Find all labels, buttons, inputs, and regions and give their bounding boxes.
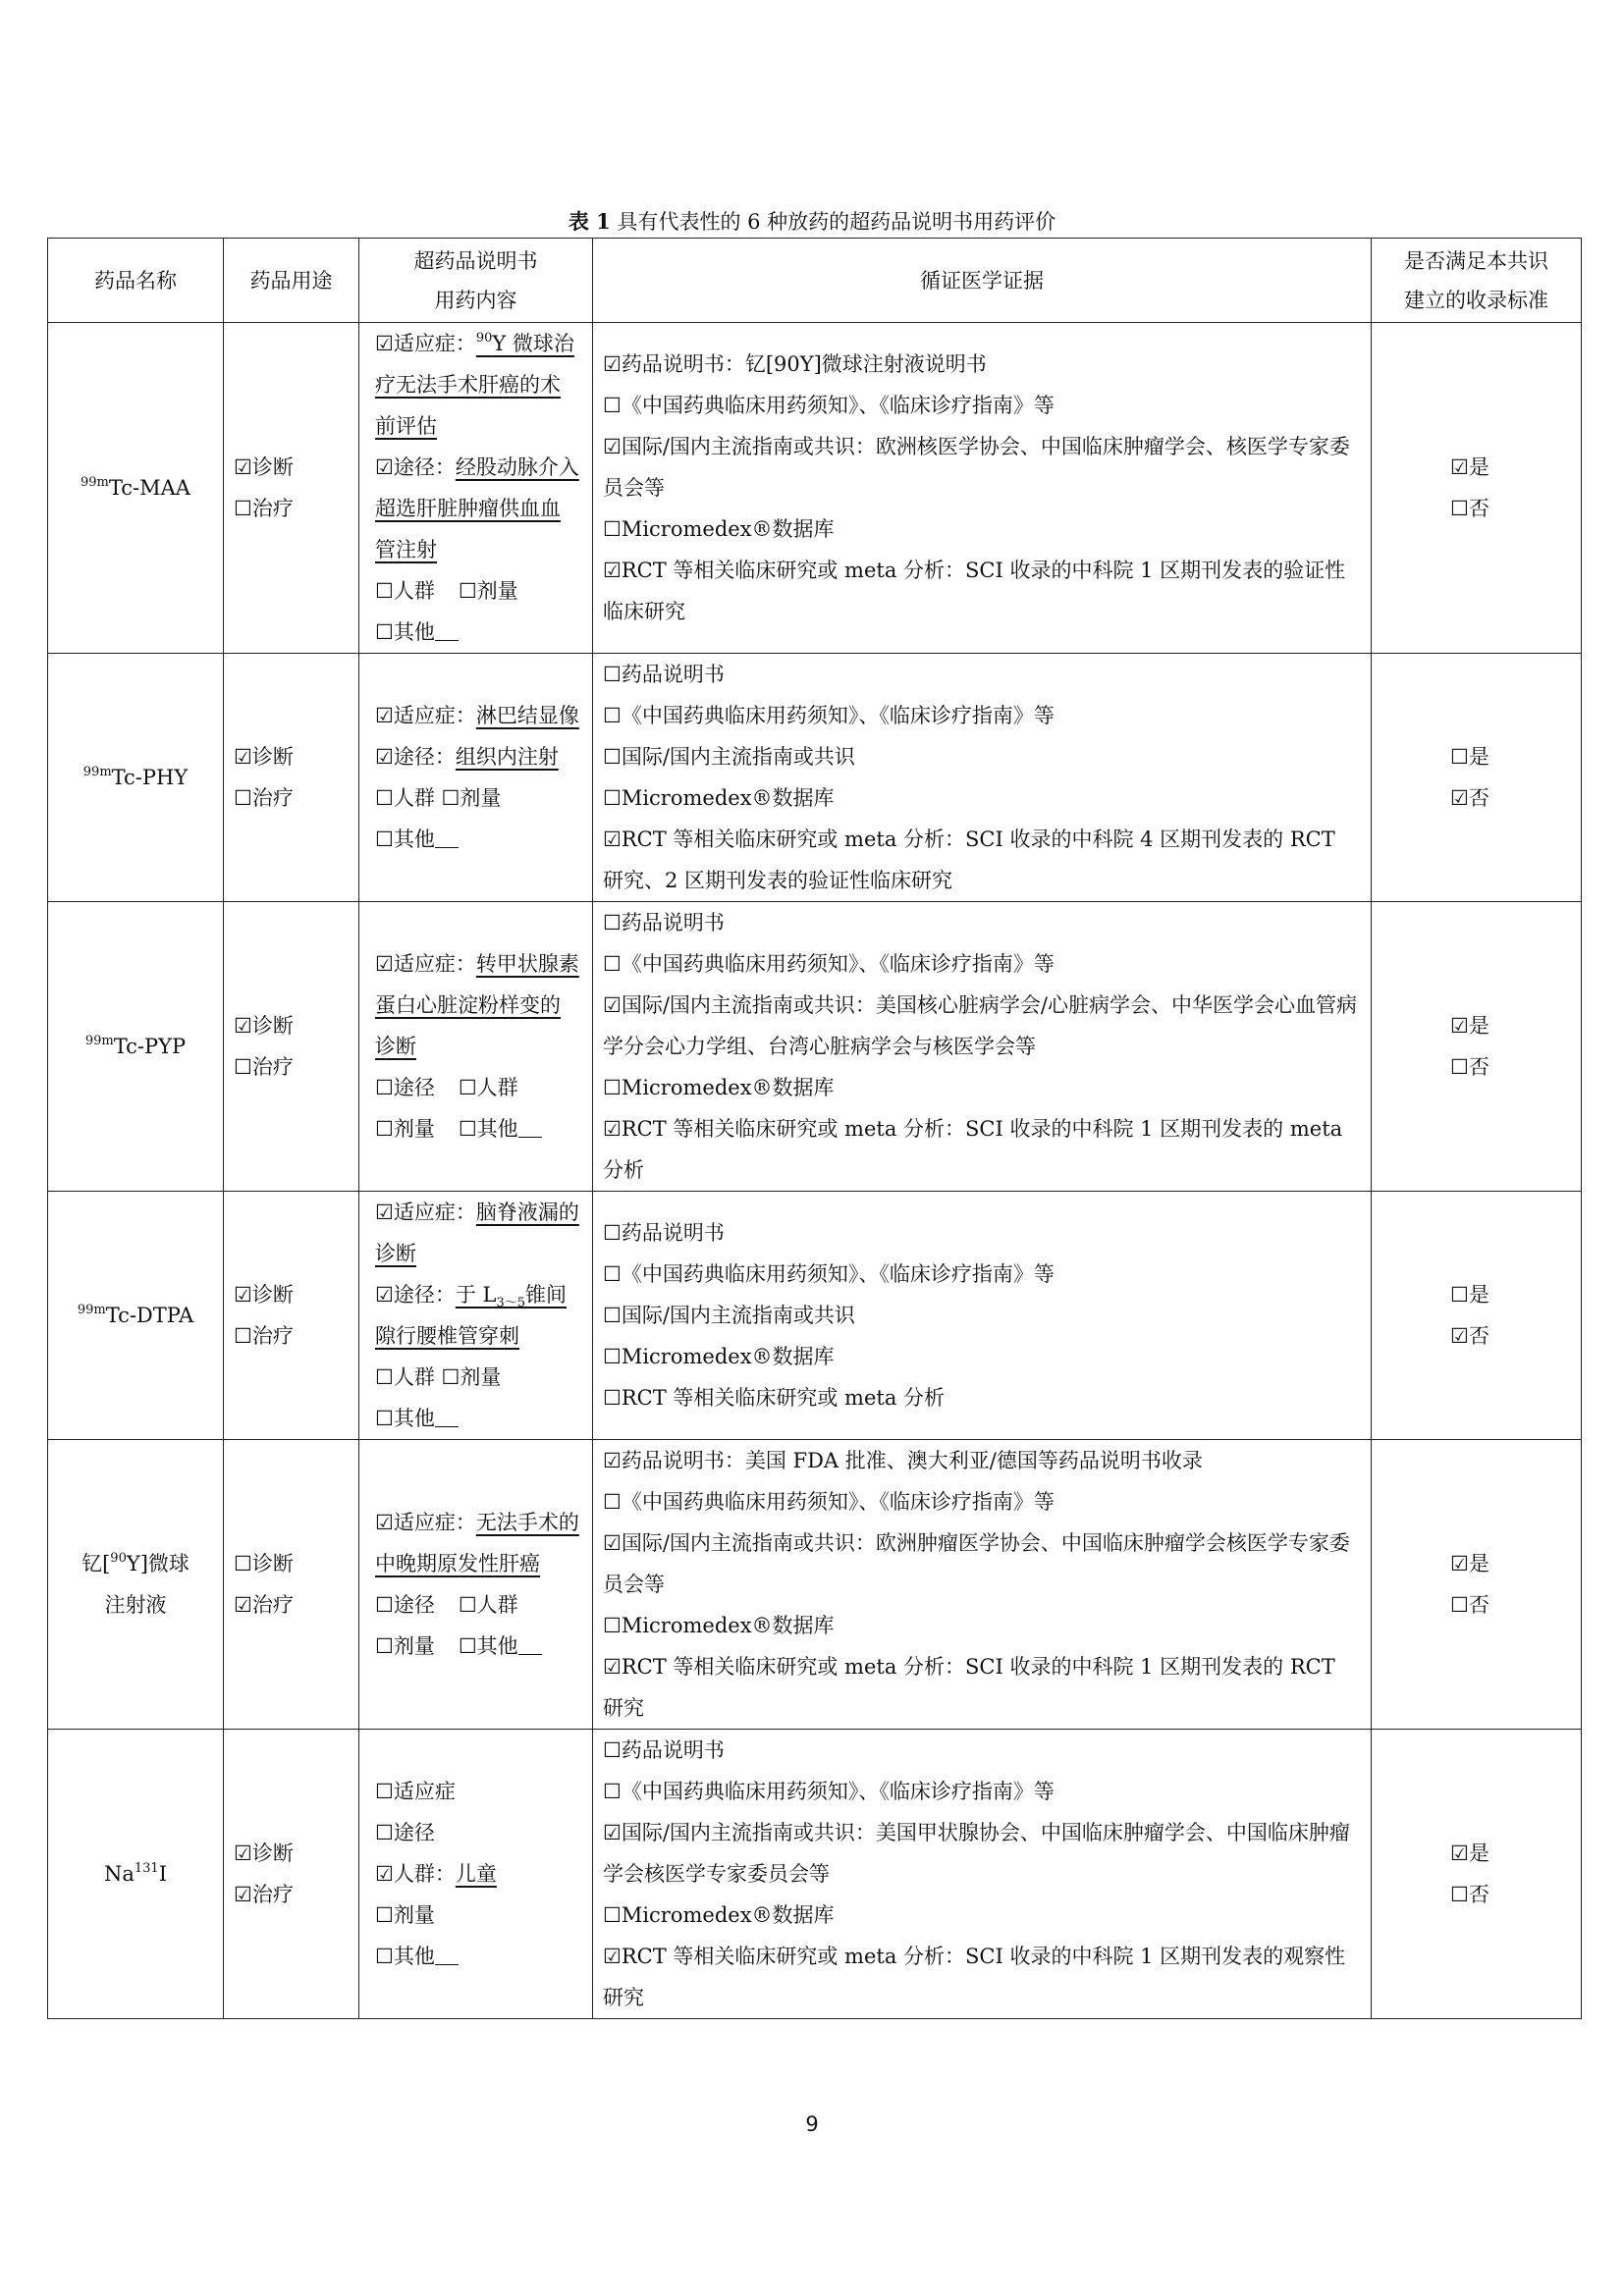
evaluation-table — [47, 238, 1582, 2019]
meets-criteria: ☑是 ☐否 — [1372, 1440, 1582, 1730]
meets-criteria: ☐是 ☑否 — [1372, 1192, 1582, 1440]
drug-name: $^{99m}$Tc-PHY — [48, 654, 224, 902]
offlabel-content: ☑适应症：脑脊液漏的诊断 ☑途径：于 $L_{3\sim 5}$锥间隙行腰椎管穿刺 ☐人群 ☐剂量 ☐其他 — [359, 1192, 593, 1440]
meets-criteria: ☑是 ☐否 — [1372, 323, 1582, 654]
page-number: 9 — [805, 2112, 819, 2136]
table-title: 具有代表性的 6 种放药的超药品说明书用药评价 — [610, 210, 1056, 234]
content-other: ☐其他 — [375, 612, 580, 653]
content-indication: ☑适应症：$^{90}$Y 微球治疗无法手术肝癌的术前评估 — [375, 331, 574, 438]
meets-criteria: ☑是 ☐否 — [1372, 1730, 1582, 2019]
evidence: ☐药品说明书 ☐《中国药典临床用药须知》、《临床诊疗指南》等 ☐国际/国内主流指南或共识 ☐Micromedex®数据库 ☑RCT 等相关临床研究或 meta 分析：SCI 收录的中科院 4 区期刊发表的 RCT 研究、2 区期刊发表的验证性临床研究 — [593, 654, 1372, 902]
header-purpose: 药品用途 — [224, 239, 359, 323]
offlabel-content: ☑适应症：无法手术的中晚期原发性肝癌 ☐途径 ☐人群 ☐剂量 ☐其他 — [359, 1440, 593, 1730]
content-population-dose: ☐人群 ☐剂量 — [375, 579, 518, 603]
evidence: ☑药品说明书：钇[90Y]微球注射液说明书 ☐《中国药典临床用药须知》、《临床诊疗指南》等 ☑国际/国内主流指南或共识：欧洲核医学协会、中国临床肿瘤学会、核医学专家委员会等 ☐Micromedex®数据库 ☑RCT 等相关临床研究或 meta 分析：SCI 收录的中科院 1 区期刊发表的验证性临床研究 — [593, 323, 1372, 654]
header-evidence: 循证医学证据 — [593, 239, 1372, 323]
drug-purpose: ☐诊断 ☑治疗 — [224, 1440, 359, 1730]
table-row — [48, 1440, 1582, 1730]
table-caption — [0, 206, 1624, 238]
header-eval: 是否满足本共识 建立的收录标准 — [1372, 239, 1582, 323]
drug-name: $^{99m}$Tc-DTPA — [48, 1192, 224, 1440]
offlabel-content: ☑适应症：转甲状腺素蛋白心脏淀粉样变的诊断 ☐途径 ☐人群 ☐剂量 ☐其他 — [359, 902, 593, 1192]
drug-purpose — [224, 323, 359, 654]
drug-name: $^{99m}$Tc-PYP — [48, 902, 224, 1192]
table-row — [48, 902, 1582, 1192]
drug-purpose: ☑诊断 ☑治疗 — [224, 1730, 359, 2019]
purpose-diagnosis: ☑诊断 — [234, 455, 294, 479]
evidence: ☐药品说明书 ☐《中国药典临床用药须知》、《临床诊疗指南》等 ☐国际/国内主流指南或共识 ☐Micromedex®数据库 ☐RCT 等相关临床研究或 meta 分析 — [593, 1192, 1372, 1440]
table-row — [48, 323, 1582, 654]
evidence: ☐药品说明书 ☐《中国药典临床用药须知》、《临床诊疗指南》等 ☑国际/国内主流指南或共识：美国甲状腺协会、中国临床肿瘤学会、中国临床肿瘤学会核医学专家委员会等 ☐Micromedex®数据库 ☑RCT 等相关临床研究或 meta 分析：SCI 收录的中科院 1 区期刊发表的观察性研究 — [593, 1730, 1372, 2019]
meets-criteria: ☐是 ☑否 — [1372, 654, 1582, 902]
drug-purpose: ☑诊断 ☐治疗 — [224, 654, 359, 902]
header-content: 超药品说明书 用药内容 — [359, 239, 593, 323]
evidence: ☑药品说明书：美国 FDA 批准、澳大利亚/德国等药品说明书收录 ☐《中国药典临床用药须知》、《临床诊疗指南》等 ☑国际/国内主流指南或共识：欧洲肿瘤医学协会、中国临床肿瘤学会核医学专家委员会等 ☐Micromedex®数据库 ☑RCT 等相关临床研究或 meta 分析：SCI 收录的中科院 1 区期刊发表的 RCT 研究 — [593, 1440, 1372, 1730]
table-row — [48, 1730, 1582, 2019]
table-row — [48, 654, 1582, 902]
drug-name: 钇[$^{90}$Y]微球 注射液 — [48, 1440, 224, 1730]
header-name: 药品名称 — [48, 239, 224, 323]
offlabel-content — [359, 323, 593, 654]
offlabel-content: ☐适应症 ☐途径 ☑人群：儿童 ☐剂量 ☐其他 — [359, 1730, 593, 2019]
offlabel-content: ☑适应症：淋巴结显像 ☑途径：组织内注射 ☐人群 ☐剂量 ☐其他 — [359, 654, 593, 902]
header-row — [48, 239, 1582, 323]
content-route: ☑途径：经股动脉介入超选肝脏肿瘤供血血管注射 — [375, 455, 579, 561]
meets-criteria: ☑是 ☐否 — [1372, 902, 1582, 1192]
drug-purpose: ☑诊断 ☐治疗 — [224, 1192, 359, 1440]
table-number: 表 1 — [568, 209, 611, 234]
drug-purpose: ☑诊断 ☐治疗 — [224, 902, 359, 1192]
evidence: ☐药品说明书 ☐《中国药典临床用药须知》、《临床诊疗指南》等 ☑国际/国内主流指南或共识：美国核心脏病学会/心脏病学会、中华医学会心血管病学分会心力学组、台湾心脏病学会与核医学会等 ☐Micromedex®数据库 ☑RCT 等相关临床研究或 meta 分析：SCI 收录的中科院 1 区期刊发表的 meta 分析 — [593, 902, 1372, 1192]
purpose-treatment: ☐治疗 — [234, 497, 294, 520]
table-row — [48, 1192, 1582, 1440]
drug-name: Na$^{131}$I — [48, 1730, 224, 2019]
drug-name: $^{99m}$Tc-MAA — [48, 323, 224, 654]
